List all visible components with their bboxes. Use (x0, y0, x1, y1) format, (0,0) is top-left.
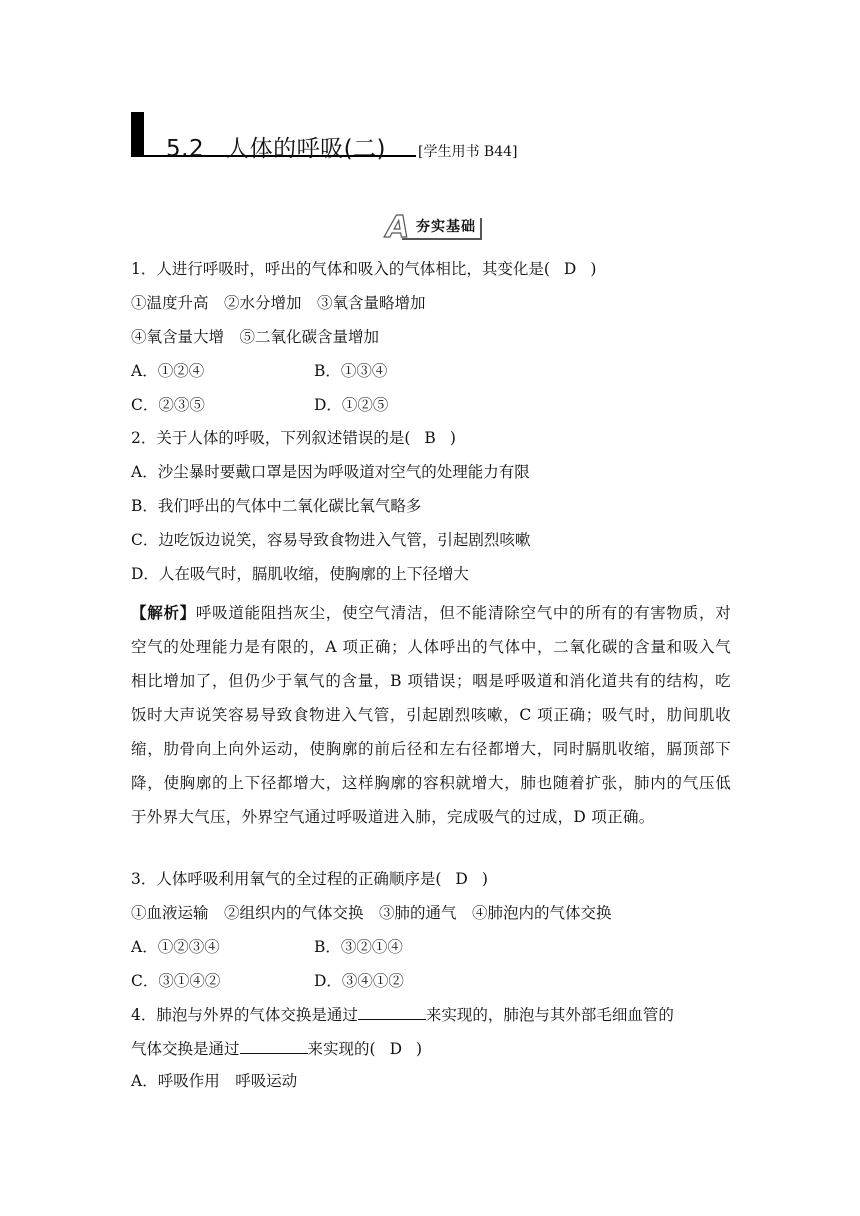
question-1-options-row-1 (131, 361, 388, 381)
question-1-text: 1．人进行呼吸时，呼出的气体和吸入的气体相比，其变化是( (131, 260, 550, 278)
question-4-text-3: 气体交换是通过 (131, 1040, 240, 1058)
question-2-close: ) (449, 429, 456, 447)
option-c: C．③①④② (131, 972, 221, 990)
section-title: 人体的呼吸(二) (226, 136, 387, 162)
section-number: 5.2 (166, 136, 205, 162)
question-1-stem (131, 259, 596, 279)
section-badge (386, 210, 482, 245)
question-2-option-b: B．我们呼出的气体中二氧化碳比氧气略多 (131, 497, 422, 515)
question-2-stem (131, 428, 456, 448)
question-3-items: ①血液运输 ②组织内的气体交换 ③肺的通气 ④肺泡内的气体交换 (131, 904, 612, 922)
option-d: D．①②⑤ (314, 396, 389, 414)
question-4-option-a: A．呼吸作用 呼吸运动 (131, 1072, 298, 1090)
question-3-answer: D (455, 870, 468, 888)
question-2-option-d: D．人在吸气时，膈肌收缩，使胸廓的上下径增大 (131, 565, 469, 583)
answer-blank-2 (240, 1037, 308, 1054)
question-1-items-1: ①温度升高 ②水分增加 ③氧含量略增加 (131, 294, 426, 312)
question-4-stem-line-2 (131, 1037, 422, 1059)
answer-blank-1 (358, 1003, 426, 1020)
option-d: D．③④①② (314, 972, 404, 990)
question-4-close: ) (416, 1040, 423, 1058)
question-1-close: ) (590, 260, 597, 278)
textbook-reference: [学生用书 B44] (418, 144, 518, 160)
title-marker-bar (131, 112, 144, 157)
question-4-text-1: 4．肺泡与外界的气体交换是通过 (131, 1006, 358, 1024)
question-4-text-2: 来实现的，肺泡与其外部毛细血管的 (425, 1006, 674, 1024)
question-2-option-a: A．沙尘暴时要戴口罩是因为呼吸道对空气的处理能力有限 (131, 463, 530, 481)
question-4-answer: D (389, 1040, 403, 1058)
question-2-analysis (131, 596, 731, 834)
question-1-items-2: ④氧含量大增 ⑤二氧化碳含量增加 (131, 328, 380, 346)
question-4-text-4: 来实现的( (307, 1040, 376, 1058)
question-3-text: 3．人体呼吸利用氧气的全过程的正确顺序是( (131, 870, 442, 888)
analysis-text: 呼吸道能阻挡灰尘，使空气清洁，但不能清除空气中的所有的有害物质，对空气的处理能力是有限的，A 项正确；人体呼出的气体中，二氧化碳的含量和吸入气相比增加了，但仍少于氧气的含量，B 项错误；咽是呼吸道和消化道共有的结构，吃饭时大声说笑容易导致食物进入气管，引起剧烈咳嗽，C 项正确；吸气时，肋间肌收缩，肋骨向上向外运动，使胸廓的前后径和左右径都增大，同时膈肌收缩，膈顶部下降，使胸廓的上下径都增大，这样胸廓的容积就增大，肺也随着扩张，肺内的气压低于外界大气压，外界空气通过呼吸道进入肺，完成吸气的过成，D 项正确。 (131, 604, 732, 826)
question-1-answer: D (563, 260, 577, 278)
question-3-stem (131, 869, 488, 889)
option-c: C．②③⑤ (131, 396, 205, 414)
question-2-answer: B (424, 429, 436, 447)
option-a: A．①②③④ (131, 938, 220, 956)
question-2-text: 2．关于人体的呼吸，下列叙述错误的是( (131, 429, 411, 447)
option-b: B．①③④ (314, 362, 388, 380)
question-4-stem-line-1 (131, 1003, 674, 1025)
question-3-close: ) (481, 870, 488, 888)
question-2-option-c: C．边吃饭边说笑，容易导致食物进入气管，引起剧烈咳嗽 (131, 531, 531, 549)
badge-letter: A (386, 210, 410, 245)
option-a: A．①②④ (131, 362, 205, 380)
badge-label: 夯实基础 (416, 219, 476, 235)
question-3-options-row-2 (131, 971, 404, 991)
page-title (166, 130, 386, 163)
question-3-options-row-1 (131, 937, 403, 957)
question-1-options-row-2 (131, 395, 389, 415)
option-b: B．③②①④ (314, 938, 403, 956)
analysis-tag: 【解析】 (131, 603, 196, 622)
